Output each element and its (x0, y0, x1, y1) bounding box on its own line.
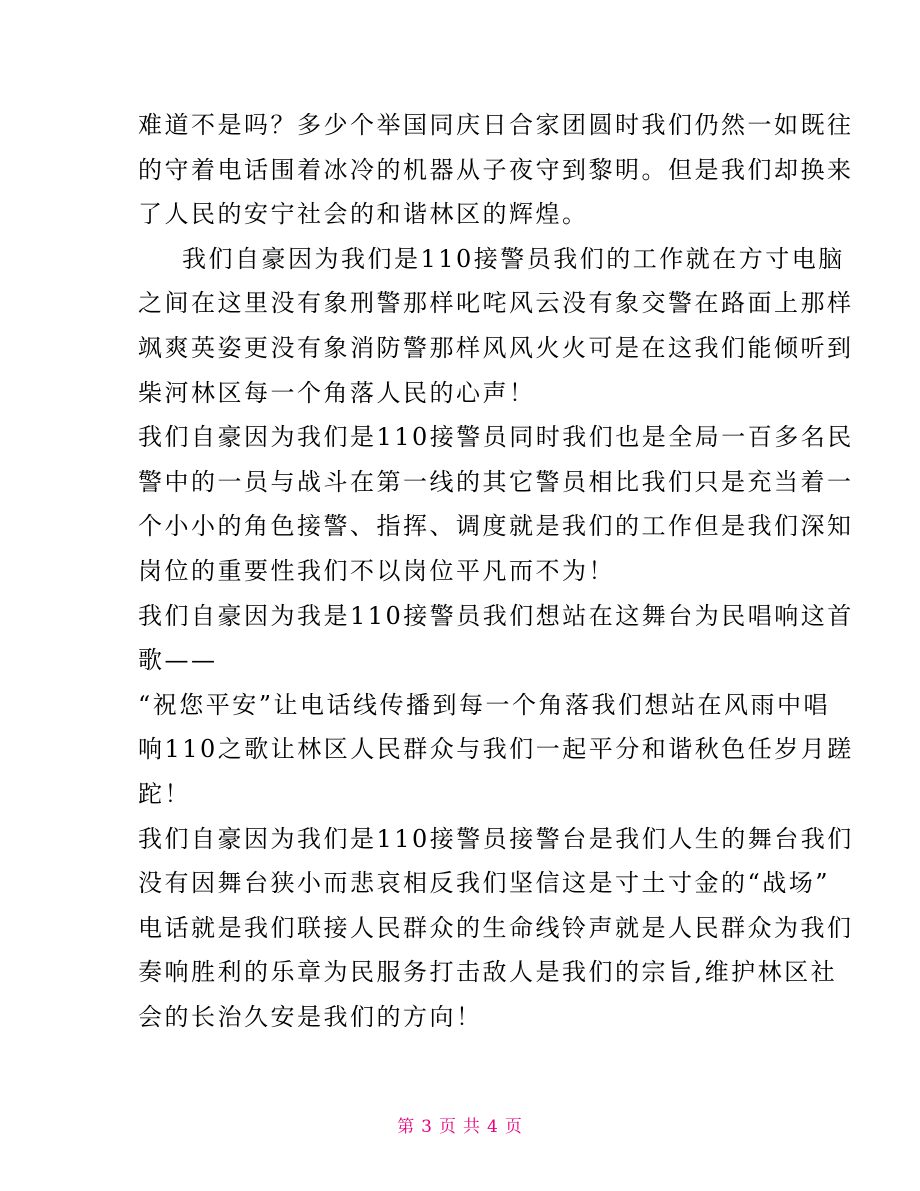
footer-prefix: 第 (397, 1117, 416, 1137)
text-line: 歌—— (138, 646, 218, 675)
text-line: 了人民的安宁社会的和谐林区的辉煌。 (138, 200, 589, 229)
text-line: 个小小的角色接警、指挥、调度就是我们的工作但是我们深知 (138, 512, 854, 541)
footer-page-unit: 页 (439, 1117, 457, 1137)
text-line: 奏响胜利的乐章为民服务打击敌人是我们的宗旨,维护林区社 (138, 958, 838, 987)
text-line-indented: 我们自豪因为我们是110接警员我们的工作就在方寸电脑 (182, 244, 845, 273)
text-line: 会的长治久安是我们的方向！ (138, 1002, 483, 1031)
text-line: 飒爽英姿更没有象消防警那样风风火火可是在这我们能倾听到 (138, 333, 854, 362)
current-page-number: 3 (421, 1117, 433, 1137)
text-line: 我们自豪因为我们是110接警员同时我们也是全局一百多名民 (138, 423, 854, 452)
text-line: 之间在这里没有象刑警那样叱咤风云没有象交警在路面上那样 (138, 289, 854, 318)
text-line: 没有因舞台狭小而悲哀相反我们坚信这是寸土寸金的“战场” (138, 869, 831, 898)
text-line: “祝您平安”让电话线传播到每一个角落我们想站在风雨中唱 (138, 690, 831, 719)
total-page-number: 4 (487, 1117, 499, 1137)
text-line: 岗位的重要性我们不以岗位平凡而不为！ (138, 556, 615, 585)
footer-total-unit: 页 (504, 1117, 523, 1137)
text-line: 难道不是吗？多少个举国同庆日合家团圆时我们仍然一如既往 (138, 111, 854, 139)
text-line: 柴河林区每一个角落人民的心声！ (138, 378, 536, 407)
page-footer (0, 1112, 920, 1137)
text-line: 警中的一员与战斗在第一线的其它警员相比我们只是充当着一 (138, 467, 854, 496)
text-line: 我们自豪因为我们是110接警员接警台是我们人生的舞台我们 (138, 824, 854, 853)
text-line: 的守着电话围着冰冷的机器从子夜守到黎明。但是我们却换来 (138, 155, 854, 184)
footer-total-prefix: 共 (463, 1117, 481, 1137)
text-line: 我们自豪因为我是110接警员我们想站在这舞台为民唱响这首 (138, 601, 854, 630)
text-line: 响110之歌让林区人民群众与我们一起平分和谐秋色任岁月蹉 (138, 735, 854, 764)
text-line: 跎！ (138, 779, 191, 808)
text-line: 电话就是我们联接人民群众的生命线铃声就是人民群众为我们 (138, 913, 854, 942)
document-body (138, 103, 854, 1039)
